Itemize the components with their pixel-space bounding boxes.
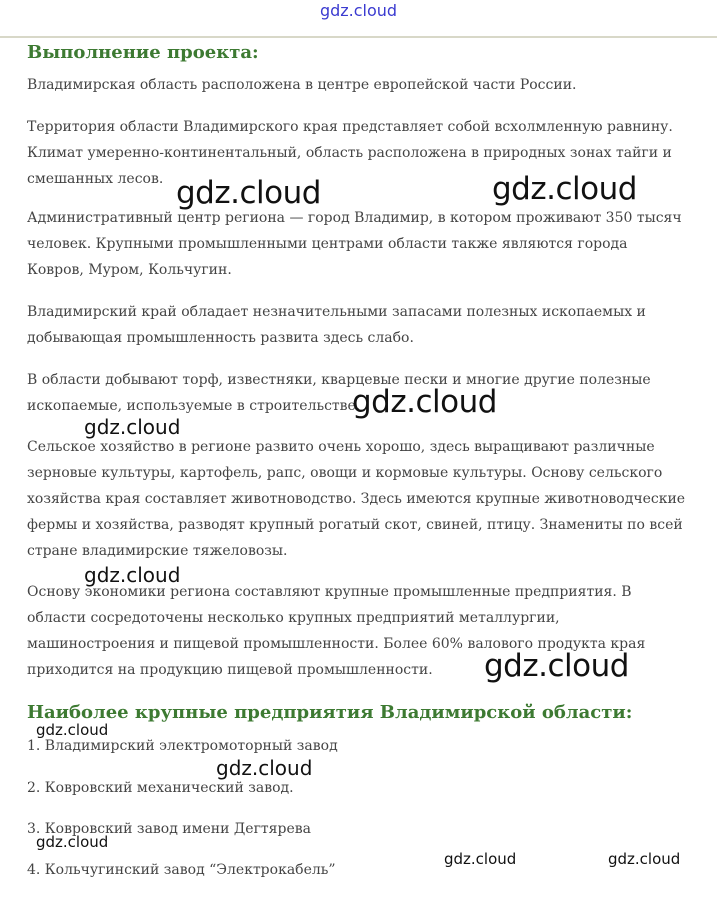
watermark: gdz.cloud xyxy=(216,756,313,780)
paragraph-location: Владимирская область расположена в центре европейской части России. xyxy=(27,77,577,93)
watermark: gdz.cloud xyxy=(84,415,181,439)
watermark: gdz.cloud xyxy=(608,850,681,868)
section-title-enterprises: Наиболее крупные предприятия Владимирской области: xyxy=(27,702,633,723)
enterprise-list-item: 2. Ковровский механический завод. xyxy=(27,780,294,796)
watermark: gdz.cloud xyxy=(484,648,629,684)
watermark: gdz.cloud xyxy=(492,171,637,207)
top-bar xyxy=(0,0,717,38)
paragraph-mining: В области добывают торф, известняки, кварцевые пески и многие другие полезные ископаемые, используемые в строительстве. xyxy=(27,372,651,414)
enterprise-list-item: 1. Владимирский электромоторный завод xyxy=(27,738,338,754)
watermark: gdz.cloud xyxy=(444,850,517,868)
enterprise-list-item: 3. Ковровский завод имени Дегтярева xyxy=(27,821,311,837)
paragraph-agriculture: Сельское хозяйство в регионе развито очень хорошо, здесь выращивают различные зерновые культуры, картофель, рапс, овощи и кормовые культуры. Основу сельского хозяйства края составляет животноводство. Здесь имеются крупные животноводческие фермы и хозяйства, разводят крупный рогатый скот, свиней, птицу. Знамениты по всей стране владимирские тяжеловозы. xyxy=(27,439,686,559)
watermark: gdz.cloud xyxy=(84,563,181,587)
watermark: gdz.cloud xyxy=(36,721,109,739)
paragraph-resources: Владимирский край обладает незначительными запасами полезных ископаемых и добывающая промышленность развита здесь слабо. xyxy=(27,304,646,346)
paragraph-territory: Территория области Владимирского края представляет собой всхолмленную равнину. Климат умеренно-континентальный, область расположена в природных зонах тайги и смешанных лесов. xyxy=(27,119,673,187)
section-title-project: Выполнение проекта: xyxy=(27,42,259,63)
watermark: gdz.cloud xyxy=(176,175,321,211)
site-brand: gdz.cloud xyxy=(319,1,398,20)
enterprise-list-item: 4. Кольчугинский завод “Электрокабель” xyxy=(27,862,336,878)
paragraph-admin-center: Административный центр региона — город Владимир, в котором проживают 350 тысяч человек. Крупными промышленными центрами области также являются города Ковров, Муром, Кольчугин. xyxy=(27,210,682,278)
watermark: gdz.cloud xyxy=(352,384,497,420)
paragraph-economy: Основу экономики региона составляют крупные промышленные предприятия. В области сосредоточены несколько крупных предприятий металлургии, машиностроения и пищевой промышленности. Более 60% валового продукта края приходится на продукцию пищевой промышленности. xyxy=(27,584,646,678)
watermark: gdz.cloud xyxy=(36,833,109,851)
